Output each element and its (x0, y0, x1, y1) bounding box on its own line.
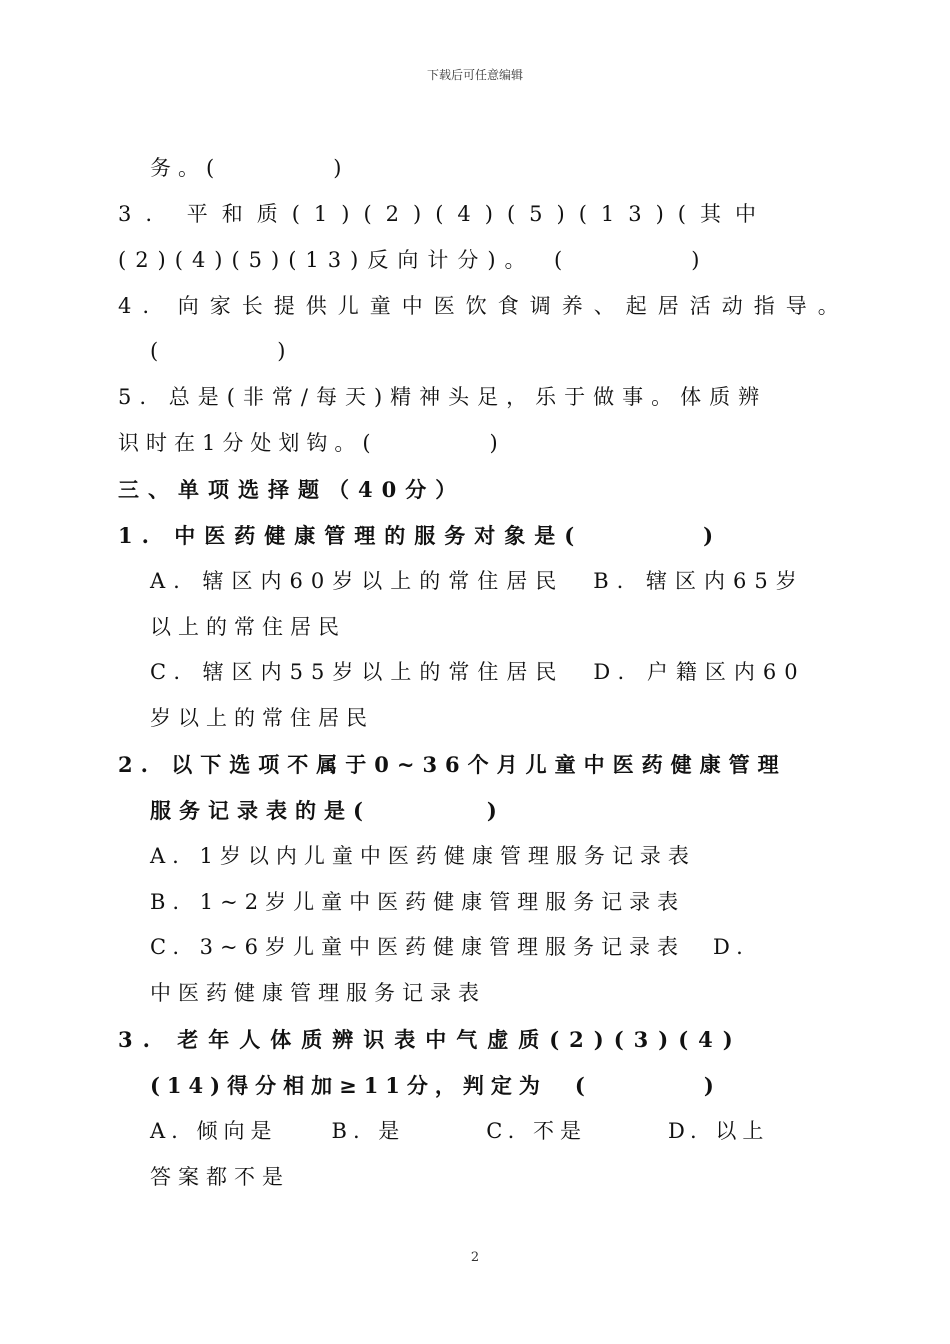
text-line: 4. 向家长提供儿童中医饮食调养、起居活动指导。 (118, 294, 850, 318)
option-line: C. 辖区内55岁以上的常住居民 D. 户籍区内60 (150, 660, 806, 684)
option-line: A. 辖区内60岁以上的常住居民 B. 辖区内65岁 (150, 569, 805, 593)
text-line: ( ) (150, 339, 293, 363)
text-line: (2)(4)(5)(13)反向计分)。 ( ) (118, 248, 709, 272)
option-line: B. 1~2岁儿童中医药健康管理服务记录表 (150, 890, 686, 914)
option-line: 以上的常住居民 (150, 615, 346, 639)
question-stem: 服务记录表的是( ) (150, 798, 505, 823)
option-line: C. 3~6岁儿童中医药健康管理服务记录表 D. (150, 935, 750, 959)
text-line: 5. 总是(非常/每天)精神头足，乐于做事。体质辨 (118, 385, 768, 409)
question-stem: 2. 以下选项不属于0~36个月儿童中医药健康管理 (118, 752, 787, 777)
question-stem: (14)得分相加≥11分，判定为 ( ) (150, 1073, 721, 1098)
text-line: 3. 平和质(1)(2)(4)(5)(13)(其中 (118, 202, 770, 226)
option-line: 岁以上的常住居民 (150, 706, 374, 730)
option-line: A. 1岁以内儿童中医药健康管理服务记录表 (150, 844, 696, 868)
option-line: 答案都不是 (150, 1165, 290, 1189)
page-header: 下载后可任意编辑 (426, 68, 523, 82)
section-heading: 三、单项选择题（40分） (118, 477, 466, 502)
question-stem: 1. 中医药健康管理的服务对象是( ) (118, 523, 723, 548)
text-line: 识时在1分处划钩。( ) (118, 431, 505, 455)
option-line: A. 倾向是 B. 是 C. 不是 D. 以上 (150, 1119, 770, 1143)
page-number: 2 (470, 1250, 480, 1265)
option-line: 中医药健康管理服务记录表 (150, 981, 486, 1005)
text-line: 务。( ) (150, 156, 349, 180)
question-stem: 3. 老年人体质辨识表中气虚质(2)(3)(4) (118, 1027, 743, 1052)
